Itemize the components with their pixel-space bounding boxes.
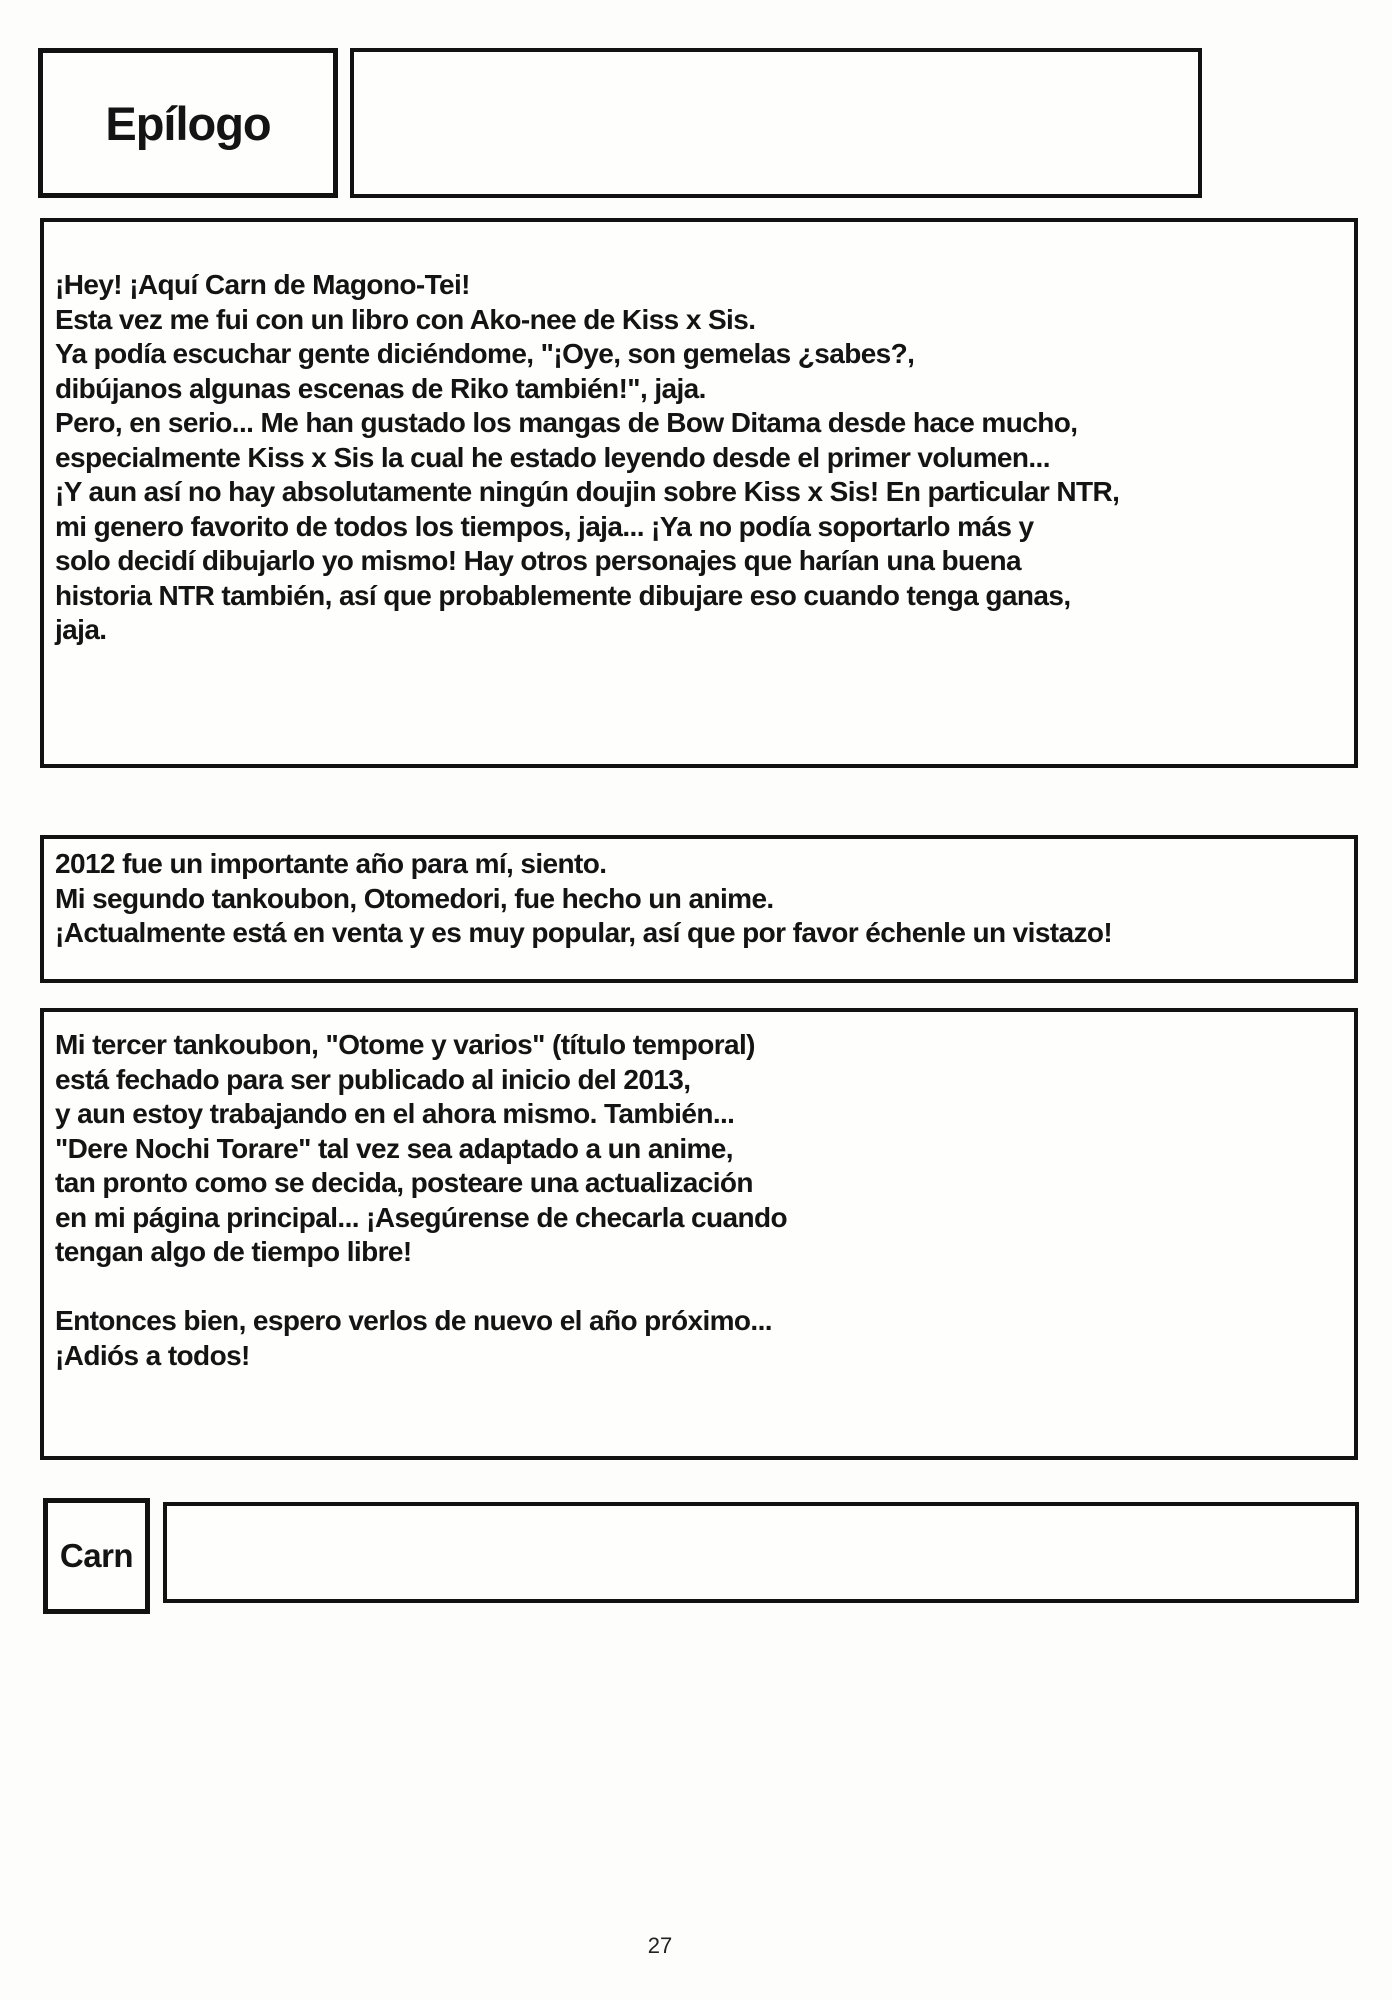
text-line: "Dere Nochi Torare" tal vez sea adaptado a un anime,: [55, 1132, 733, 1164]
text-line: en mi página principal... ¡Asegúrense de checarla cuando: [55, 1201, 787, 1233]
text-line: Pero, en serio... Me han gustado los mangas de Bow Ditama desde hace mucho,: [55, 407, 1078, 438]
page-number: 27: [647, 1933, 673, 1958]
text-line: tengan algo de tiempo libre!: [55, 1236, 412, 1267]
text-line: jaja.: [55, 614, 107, 645]
signature-box: [43, 1498, 150, 1614]
text-line: solo decidí dibujarlo yo mismo! Hay otros personajes que harían una buena: [55, 545, 1021, 576]
text-line: está fechado para ser publicado al inicio del 2013,: [55, 1063, 691, 1095]
text-line: mi genero favorito de todos los tiempos, jaja... ¡Ya no podía soportarlo más y: [55, 510, 1034, 542]
epilogue-title-box: [38, 48, 338, 198]
text-line: Mi segundo tankoubon, Otomedori, fue hecho un anime.: [55, 882, 774, 914]
text-line: Esta vez me fui con un libro con Ako-nee de Kiss x Sis.: [55, 303, 756, 335]
text-line: Mi tercer tankoubon, "Otome y varios" (título temporal): [55, 1029, 755, 1060]
text-line: y aun estoy trabajando en el ahora mismo. También...: [55, 1098, 735, 1129]
signature-name: Carn: [59, 1537, 134, 1574]
text-line: Ya podía escuchar gente diciéndome, "¡Oye, son gemelas ¿sabes?,: [55, 338, 915, 369]
page-title: Epílogo: [105, 96, 271, 150]
year-text-box: [40, 835, 1358, 983]
plans-text-box: [40, 1008, 1358, 1460]
header-blank-box: [350, 48, 1202, 198]
text-line: tan pronto como se decida, posteare una actualización: [55, 1167, 753, 1198]
text-line: dibújanos algunas escenas de Riko también!", jaja.: [55, 372, 706, 404]
intro-text-box: [40, 218, 1358, 768]
signature-blank-box: [163, 1502, 1359, 1603]
text-line: ¡Actualmente está en venta y es muy popular, así que por favor échenle un vistazo!: [55, 917, 1113, 948]
text-line: Entonces bien, espero verlos de nuevo el año próximo...: [55, 1305, 772, 1336]
text-line: ¡Hey! ¡Aquí Carn de Magono-Tei!: [55, 269, 470, 300]
text-line: ¡Y aun así no hay absolutamente ningún doujin sobre Kiss x Sis! En particular NTR,: [55, 476, 1120, 507]
paragraph-gap: [55, 1270, 1338, 1305]
text-line: ¡Adiós a todos!: [55, 1339, 250, 1371]
text-line: 2012 fue un importante año para mí, siento.: [55, 848, 607, 879]
text-line: historia NTR también, así que probablemente dibujare eso cuando tenga ganas,: [55, 579, 1071, 611]
text-line: especialmente Kiss x Sis la cual he estado leyendo desde el primer volumen...: [55, 441, 1050, 473]
